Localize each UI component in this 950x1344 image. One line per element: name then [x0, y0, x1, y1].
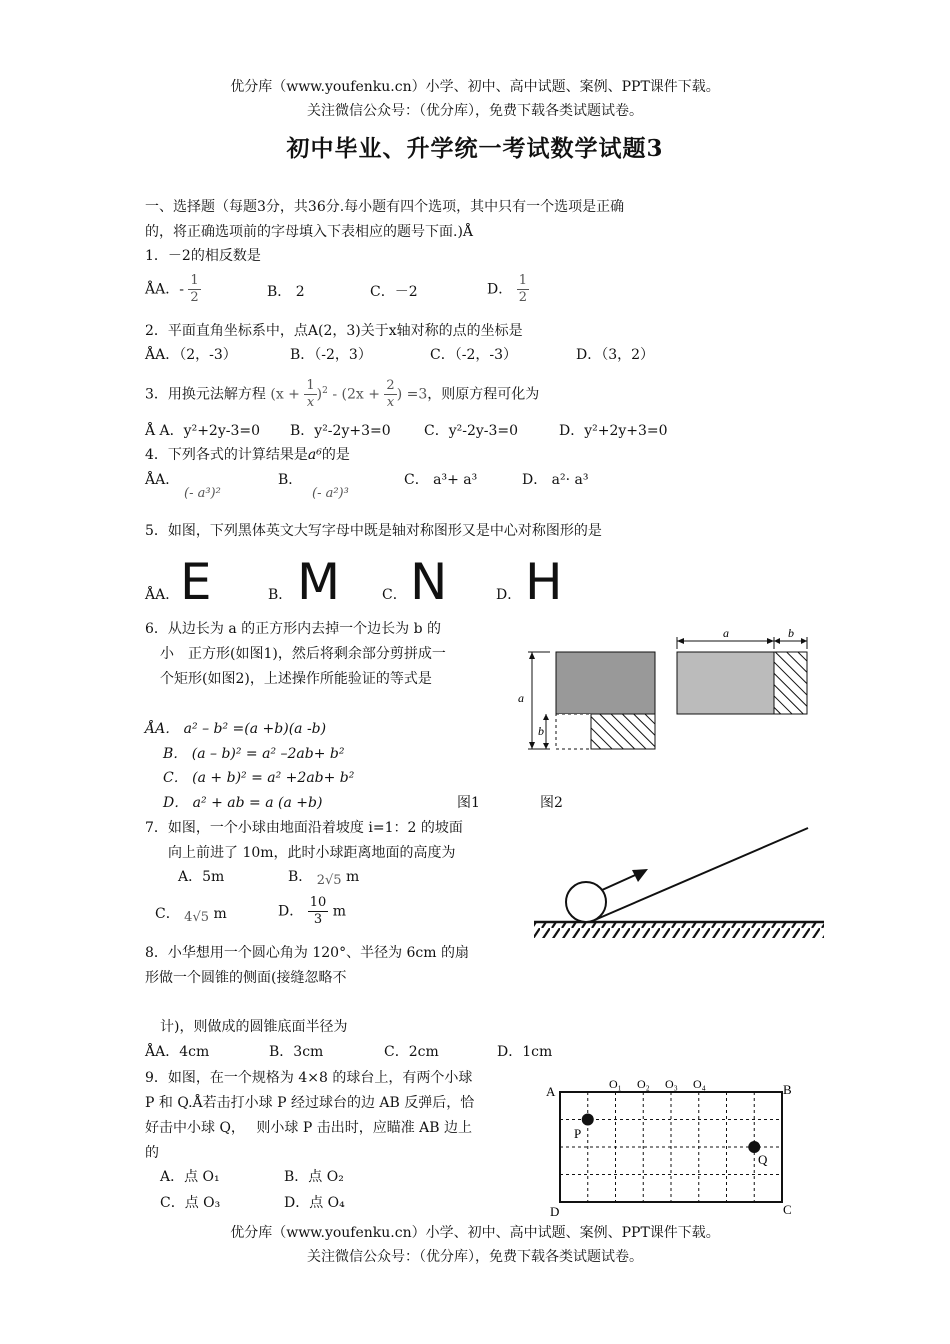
q7-slope-figure — [530, 820, 825, 945]
q7-b-unit: m — [346, 869, 360, 885]
q6-figure — [510, 625, 820, 755]
slope-line — [590, 828, 808, 922]
ground-hatch — [534, 923, 824, 938]
q3-expr1-open: (x + — [270, 386, 300, 403]
q8-option-d: D．1cm — [497, 1044, 553, 1060]
q8-line-1: 8．小华想用一个圆心角为 120°、半径为 6cm 的扇 — [145, 945, 470, 961]
q9-option-d: D．点 O₄ — [284, 1195, 345, 1211]
q1-d-den: 2 — [518, 290, 527, 305]
q5-option-b-label: B． — [268, 587, 293, 603]
q9-option-b: B．点 O₂ — [284, 1169, 344, 1185]
q4-stem — [145, 445, 350, 465]
header-line-2: 关注微信公众号：（优分库），免费下载各类试题试卷。 — [307, 103, 643, 119]
ball-circle — [566, 882, 606, 922]
section-instructions-1: 一、选择题（每题3分，共36分.每小题有四个选项，其中只有一个选项是正确 — [145, 199, 625, 215]
q3-expr1-close: ) — [316, 386, 323, 403]
q8-option-b: B．3cm — [269, 1044, 324, 1060]
q3-expr2-close: ) =3 — [396, 386, 428, 403]
q8-line-2: 形做一个圆锥的侧面(接缝忽略不 — [145, 970, 347, 986]
corner-d-label: D — [550, 1204, 560, 1219]
q3-option-c: C．y²-2y-3=0 — [424, 423, 519, 439]
q4-option-a-expr: (- a³)² — [184, 486, 221, 501]
q4-stem-var: a⁶ — [307, 447, 322, 463]
q7-option-b — [288, 867, 359, 888]
fig1-label-b: b — [538, 724, 544, 738]
q3-stem-after: ，则原方程可化为 — [427, 386, 540, 403]
q5-option-a-label: ÅA． — [145, 587, 180, 603]
ball-p — [582, 1114, 594, 1126]
q1-stem: 1．－2的相反数是 — [145, 248, 261, 264]
q1-option-c: C．－2 — [370, 284, 418, 300]
q6-line-1: 6．从边长为 a 的正方形内去掉一个边长为 b 的 — [145, 621, 442, 637]
q9-billiard-table — [540, 1072, 800, 1220]
q6-fig1-caption: 图1 — [457, 795, 480, 811]
point-o3-label: O₃ — [665, 1077, 678, 1091]
q5-letter-n: N — [410, 553, 448, 611]
fig1-hatched-part — [591, 714, 655, 749]
q4-option-b-expr: (- a²)³ — [312, 486, 349, 501]
q6-option-c: C． (a + b)² = a² +2ab+ b² — [163, 770, 355, 786]
q1-a-num: 1 — [190, 273, 199, 288]
footer-line-2: 关注微信公众号：（优分库），免费下载各类试题试卷。 — [307, 1249, 643, 1265]
q8-option-c: C．2cm — [384, 1044, 439, 1060]
q3-option-d: D．y²+2y+3=0 — [559, 423, 668, 439]
corner-b-label: B — [783, 1082, 792, 1097]
page-title: 初中毕业、升学统一考试数学试题3 — [286, 135, 664, 162]
q7-c-unit: m — [213, 906, 227, 922]
q3-f2-num: 2 — [386, 378, 395, 393]
q7-b-label: B． — [288, 869, 313, 885]
q1-a-den: 2 — [190, 290, 199, 305]
q6-line-2: 小 正方形(如图1)，然后将剩余部分剪拼成一 — [160, 646, 446, 662]
fig2-label-a: a — [723, 626, 729, 640]
point-o1-label: O₁ — [609, 1077, 622, 1091]
q3-fraction-1 — [304, 378, 316, 411]
q5-option-d-label: D． — [496, 587, 522, 603]
point-q-label: Q — [758, 1152, 768, 1167]
q6-option-b: B． (a – b)² = a² –2ab+ b² — [163, 746, 345, 762]
q1-d-prefix: D． — [487, 281, 513, 298]
q1-option-d — [487, 273, 529, 306]
q7-c-value: 4√5 — [184, 910, 209, 925]
footer-line-1: 优分库（www.youfenku.cn）小学、初中、高中试题、案例、PPT课件下载。 — [230, 1225, 720, 1241]
q8-option-a: ÅA．4cm — [145, 1044, 210, 1060]
section-instructions-2: 的，将正确选项前的字母填入下表相应的题号下面.)Å — [145, 224, 474, 240]
point-p-label: P — [574, 1126, 582, 1141]
q1-a-fraction — [188, 273, 200, 306]
q7-c-label: C． — [155, 906, 180, 922]
q4-stem-end: 的是 — [321, 447, 350, 463]
q3-fraction-2 — [384, 378, 396, 411]
q2-stem: 2．平面直角坐标系中，点A(2，3)关于x轴对称的点的坐标是 — [145, 323, 523, 339]
q4-option-d: D． a²· a³ — [522, 472, 589, 488]
q5-letter-e: E — [180, 553, 212, 611]
q7-line-2: 向上前进了 10m，此时小球距离地面的高度为 — [168, 845, 456, 861]
point-o2-label: O₂ — [637, 1077, 650, 1091]
q8-line-3: 计)，则做成的圆锥底面半径为 — [160, 1019, 348, 1035]
q3-option-a: Å A．y²+2y-3=0 — [145, 423, 261, 439]
q1-d-num: 1 — [518, 273, 527, 288]
fig2-gray-part — [677, 652, 774, 714]
q2-option-b: B．（-2，3） — [290, 347, 372, 363]
q4-option-c: C． a³+ a³ — [404, 472, 478, 488]
fig1-removed-square — [556, 714, 591, 749]
q3-mid: - (2x + — [332, 386, 380, 403]
corner-a-label: A — [546, 1084, 556, 1099]
q7-option-c — [155, 904, 227, 925]
q7-d-fraction — [308, 895, 329, 928]
q6-option-d: D． a² + ab = a (a +b) — [163, 795, 323, 811]
q1-option-a — [145, 273, 201, 306]
q7-b-value: 2√5 — [316, 873, 342, 888]
fig2-hatched-part — [774, 652, 807, 714]
fig1-label-a: a — [518, 691, 524, 705]
q9-option-c: C．点 O₃ — [160, 1195, 221, 1211]
q4-stem-text: 4．下列各式的计算结果是 — [145, 447, 308, 463]
q5-letter-h: H — [525, 553, 563, 611]
q1-a-prefix: ÅA．- — [145, 281, 184, 298]
q3-option-b: B．y²-2y+3=0 — [290, 423, 391, 439]
q1-d-fraction — [517, 273, 529, 306]
q7-option-d — [278, 895, 346, 928]
q1-option-b: B． 2 — [267, 284, 305, 300]
q6-option-a: ÅA． a² – b² =(a +b)(a -b) — [145, 721, 327, 737]
q3-f1-num: 1 — [306, 378, 315, 393]
q5-letter-m: M — [297, 553, 341, 611]
q4-option-b-label: B． — [278, 472, 303, 488]
q3-stem: 3．用换元法解方程 (x + $\frac{1}{x}$ )$^2$ - (2x + $\frac{2}{x}$ ) =3，则原方程可化为 — [145, 378, 540, 410]
corner-c-label: C — [783, 1202, 792, 1217]
q9-line-3: 好击中小球 Q， 则小球 P 击出时，应瞄准 AB 边上 — [145, 1120, 472, 1136]
q9-line-2: P 和 Q.Å若击打小球 P 经过球台的边 AB 反弹后，恰 — [145, 1095, 475, 1111]
header-line-1: 优分库（www.youfenku.cn）小学、初中、高中试题、案例、PPT课件下载。 — [230, 79, 720, 95]
q9-line-4: 的 — [145, 1145, 159, 1161]
q2-option-d: D．（3，2） — [576, 347, 655, 363]
q6-line-3: 个矩形(如图2)，上述操作所能验证的等式是 — [160, 671, 432, 687]
q3-f2-den: x — [386, 395, 395, 410]
q5-stem: 5．如图，下列黑体英文大写字母中既是轴对称图形又是中心对称图形的是 — [145, 523, 602, 539]
q7-option-a: A．5m — [178, 869, 225, 885]
q9-option-a: A．点 O₁ — [160, 1169, 220, 1185]
q3-stem-before: 3．用换元法解方程 — [145, 386, 266, 403]
q9-line-1: 9．如图，在一个规格为 4×8 的球台上，有两个小球 — [145, 1070, 473, 1086]
q2-option-c: C．（-2，-3） — [430, 347, 517, 363]
q5-option-c-label: C． — [382, 587, 407, 603]
fig1-gray-part — [556, 652, 655, 714]
fig2-label-b: b — [788, 626, 794, 640]
point-o4-label: O₄ — [693, 1077, 706, 1091]
q3-f1-den: x — [306, 395, 315, 410]
q7-d-unit: m — [332, 903, 346, 920]
q4-option-a-label: ÅA． — [145, 472, 180, 488]
q2-option-a: ÅA．（2，-3） — [145, 347, 237, 363]
q7-d-den: 3 — [313, 912, 323, 927]
q6-fig2-caption: 图2 — [540, 795, 563, 811]
q7-d-label: D． — [278, 903, 304, 920]
q7-line-1: 7．如图，一个小球由地面沿着坡度 i=1：2 的坡面 — [145, 820, 463, 836]
q7-d-num: 10 — [309, 895, 327, 910]
